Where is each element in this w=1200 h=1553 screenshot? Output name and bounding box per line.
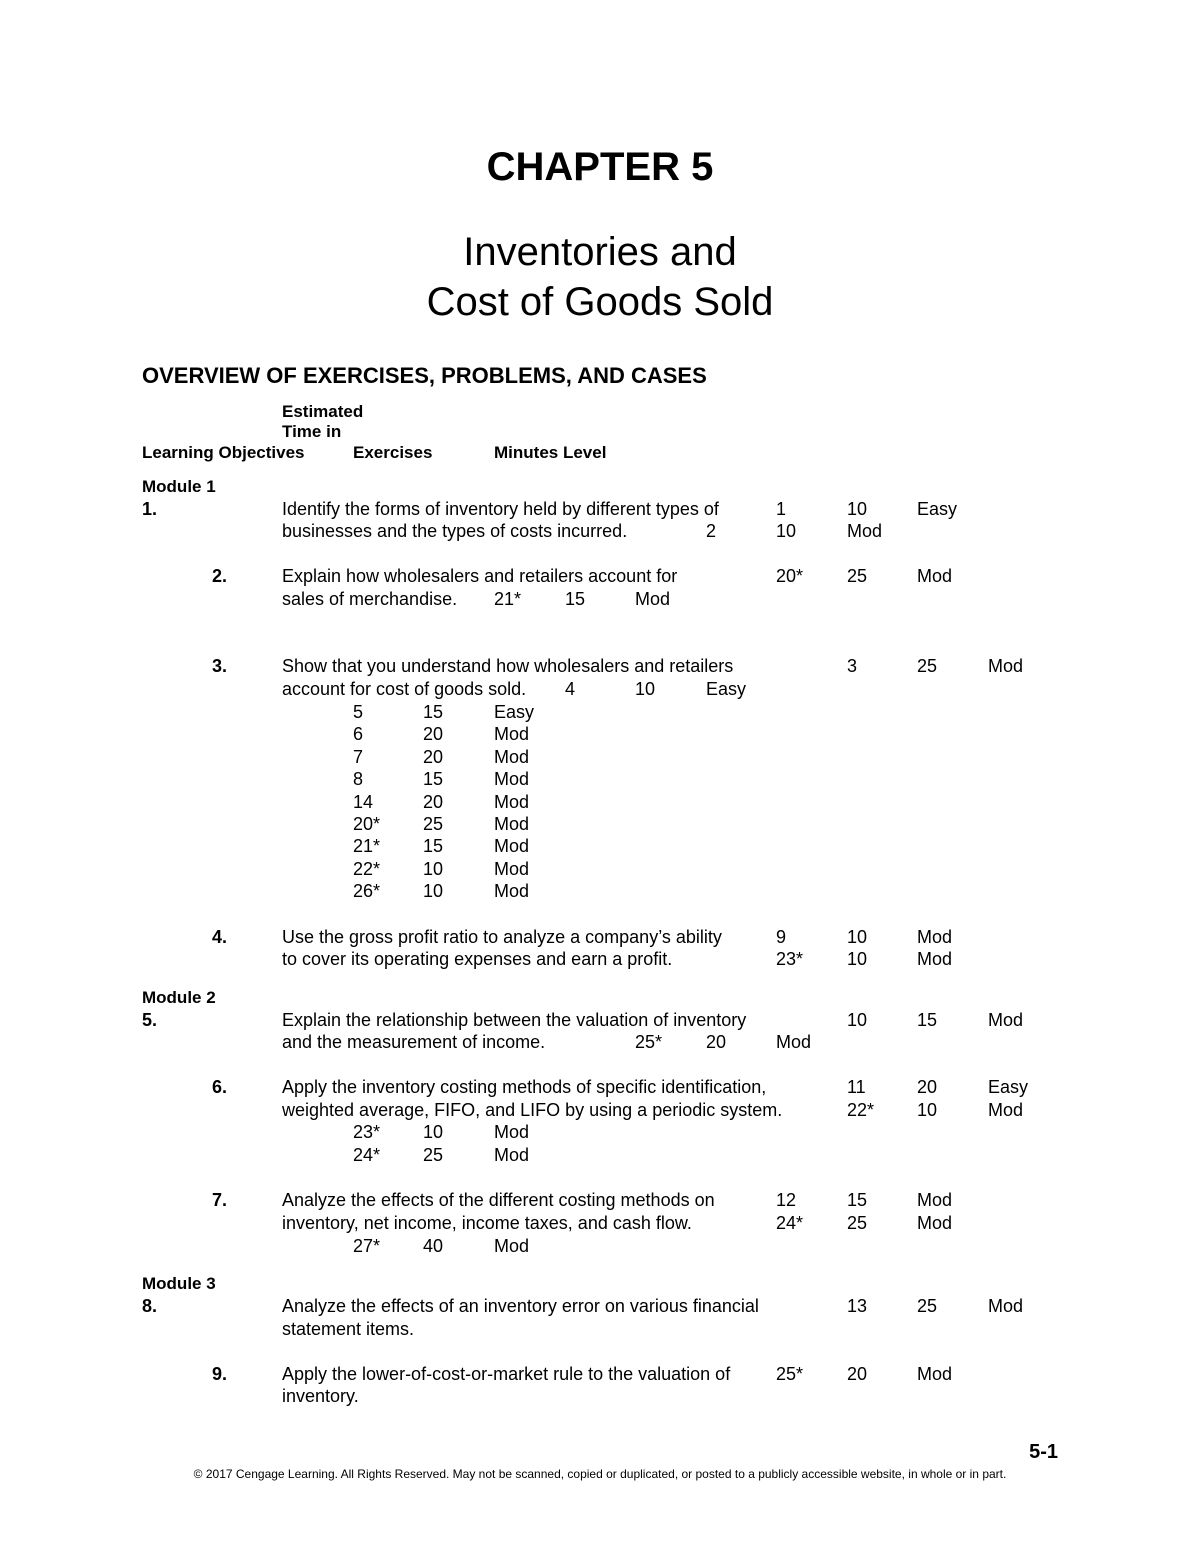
module-1-label: Module 1 — [142, 477, 216, 496]
exercise-minutes: 10 — [423, 1122, 444, 1142]
exercise-minutes: 10 — [635, 679, 656, 699]
exercise-number: 22* — [847, 1100, 875, 1120]
exercise-level: Mod — [917, 1364, 953, 1384]
exercise-level: Mod — [494, 1122, 530, 1142]
exercise-number: 5 — [353, 702, 364, 722]
exercise-number: 20* — [353, 814, 381, 834]
exercise-number: 7 — [353, 747, 364, 767]
exercise-number: 21* — [353, 836, 381, 856]
exercise-level: Mod — [917, 1190, 953, 1210]
exercise-minutes: 15 — [565, 589, 586, 609]
exercise-minutes: 25 — [917, 1296, 938, 1316]
module-2-label: Module 2 — [142, 988, 216, 1007]
exercise-level: Easy — [494, 702, 535, 722]
exercise-number: 12 — [776, 1190, 797, 1210]
exercise-number: 23* — [776, 949, 804, 969]
objective-6-text-line2: weighted average, FIFO, and LIFO by using a periodic system. — [282, 1100, 783, 1120]
objective-2-text-line1: Explain how wholesalers and retailers account for — [282, 566, 678, 586]
exercise-number: 3 — [847, 656, 858, 676]
exercise-level: Mod — [776, 1032, 812, 1052]
exercise-minutes: 15 — [423, 702, 444, 722]
exercise-minutes: 25 — [847, 1213, 868, 1233]
exercise-level: Mod — [988, 1100, 1024, 1120]
exercise-number: 20* — [776, 566, 804, 586]
exercise-minutes: 20 — [423, 724, 444, 744]
exercise-minutes: 25 — [423, 814, 444, 834]
exercise-level: Mod — [494, 1236, 530, 1256]
exercise-number: 14 — [353, 792, 374, 812]
exercise-number: 24* — [353, 1145, 381, 1165]
exercise-number: 11 — [847, 1077, 866, 1097]
exercise-minutes: 10 — [917, 1100, 938, 1120]
exercise-level: Mod — [494, 836, 530, 856]
exercise-level: Mod — [988, 656, 1024, 676]
exercise-level: Mod — [494, 724, 530, 744]
objective-3-text-line1: Show that you understand how wholesalers and retailers — [282, 656, 734, 676]
exercise-level: Easy — [988, 1077, 1029, 1097]
module-3-label: Module 3 — [142, 1274, 216, 1293]
objective-8-text-line1: Analyze the effects of an inventory error on various financial — [282, 1296, 759, 1316]
exercise-minutes: 15 — [423, 836, 444, 856]
exercise-minutes: 15 — [917, 1010, 938, 1030]
exercise-number: 27* — [353, 1236, 381, 1256]
exercise-minutes: 10 — [423, 859, 444, 879]
exercise-level: Mod — [494, 792, 530, 812]
exercise-level: Mod — [494, 881, 530, 901]
exercise-level: Mod — [917, 566, 953, 586]
objective-7-number: 7. — [212, 1190, 228, 1210]
exercise-minutes: 15 — [423, 769, 444, 789]
exercise-level: Mod — [494, 859, 530, 879]
header-time-in: Time in — [282, 422, 342, 441]
exercise-number: 2 — [706, 521, 717, 541]
exercise-level: Mod — [494, 1145, 530, 1165]
objective-7-text-line1: Analyze the effects of the different costing methods on — [282, 1190, 715, 1210]
exercise-number: 24* — [776, 1213, 804, 1233]
copyright-notice: © 2017 Cengage Learning. All Rights Reserved. May not be scanned, copied or duplicated, or posted to a publicly accessible website, in whole or in part. — [193, 1467, 1007, 1481]
objective-5-text-line2: and the measurement of income. — [282, 1032, 546, 1052]
exercise-level: Easy — [706, 679, 747, 699]
exercise-number: 25* — [635, 1032, 663, 1052]
exercise-minutes: 25 — [847, 566, 868, 586]
exercise-number: 23* — [353, 1122, 381, 1142]
objective-1-text-line2: businesses and the types of costs incurred. — [282, 521, 628, 541]
objective-7-text-line2: inventory, net income, income taxes, and cash flow. — [282, 1213, 692, 1233]
header-exercises: Exercises — [353, 443, 433, 462]
objective-2-text-line2: sales of merchandise. — [282, 589, 458, 609]
objective-4-text-line1: Use the gross profit ratio to analyze a company’s ability — [282, 927, 722, 947]
exercise-number: 22* — [353, 859, 381, 879]
exercise-minutes: 10 — [847, 499, 868, 519]
objective-9-text-line1: Apply the lower-of-cost-or-market rule to the valuation of — [282, 1364, 731, 1384]
objective-5-number: 5. — [142, 1010, 158, 1030]
chapter-subtitle-line2: Cost of Goods Sold — [426, 280, 774, 324]
exercise-minutes: 20 — [706, 1032, 727, 1052]
objective-3-text-line2: account for cost of goods sold. — [282, 679, 527, 699]
objective-8-text-line2: statement items. — [282, 1319, 415, 1339]
exercise-minutes: 25 — [423, 1145, 444, 1165]
chapter-title: CHAPTER 5 — [486, 145, 714, 189]
objective-1-number: 1. — [142, 499, 158, 519]
page-number: 5-1 — [1029, 1441, 1058, 1463]
exercise-level: Mod — [988, 1010, 1024, 1030]
exercise-minutes: 10 — [423, 881, 444, 901]
objective-2-number: 2. — [212, 566, 228, 586]
exercise-level: Mod — [917, 949, 953, 969]
exercise-number: 1 — [776, 499, 787, 519]
exercise-minutes: 20 — [423, 792, 444, 812]
exercise-level: Easy — [917, 499, 958, 519]
exercise-level: Mod — [917, 927, 953, 947]
exercise-number: 8 — [353, 769, 364, 789]
objective-5-text-line1: Explain the relationship between the valuation of inventory — [282, 1010, 747, 1030]
exercise-number: 9 — [776, 927, 787, 947]
exercise-level: Mod — [494, 814, 530, 834]
exercise-minutes: 10 — [847, 949, 868, 969]
objective-4-number: 4. — [212, 927, 228, 947]
exercise-minutes: 15 — [847, 1190, 868, 1210]
exercise-minutes: 20 — [423, 747, 444, 767]
objective-8-number: 8. — [142, 1296, 158, 1316]
objective-3-number: 3. — [212, 656, 228, 676]
exercise-level: Mod — [917, 1213, 953, 1233]
exercise-minutes: 10 — [847, 927, 868, 947]
objective-1-text-line1: Identify the forms of inventory held by different types of — [282, 499, 719, 519]
exercise-level: Mod — [635, 589, 671, 609]
exercise-number: 10 — [847, 1010, 868, 1030]
exercise-minutes: 20 — [917, 1077, 938, 1097]
objective-6-number: 6. — [212, 1077, 228, 1097]
objective-6-text-line1: Apply the inventory costing methods of specific identification, — [282, 1077, 767, 1097]
exercise-level: Mod — [988, 1296, 1024, 1316]
objective-9-number: 9. — [212, 1364, 228, 1384]
overview-heading: OVERVIEW OF EXERCISES, PROBLEMS, AND CASES — [142, 363, 707, 388]
exercise-number: 4 — [565, 679, 576, 699]
objective-9-text-line2: inventory. — [282, 1386, 359, 1406]
chapter-subtitle-line1: Inventories and — [463, 230, 737, 274]
exercise-number: 13 — [847, 1296, 868, 1316]
exercise-number: 6 — [353, 724, 364, 744]
exercise-level: Mod — [494, 747, 530, 767]
objective-4-text-line2: to cover its operating expenses and earn a profit. — [282, 949, 673, 969]
exercise-number: 26* — [353, 881, 381, 901]
header-estimated: Estimated — [282, 402, 364, 421]
header-learning-objectives: Learning Objectives — [142, 443, 305, 462]
exercise-minutes: 10 — [776, 521, 797, 541]
exercise-number: 25* — [776, 1364, 804, 1384]
exercise-minutes: 25 — [917, 656, 938, 676]
exercise-level: Mod — [494, 769, 530, 789]
exercise-number: 21* — [494, 589, 522, 609]
exercise-level: Mod — [847, 521, 883, 541]
exercise-minutes: 40 — [423, 1236, 444, 1256]
header-minutes-level: Minutes Level — [494, 443, 607, 462]
exercise-minutes: 20 — [847, 1364, 868, 1384]
